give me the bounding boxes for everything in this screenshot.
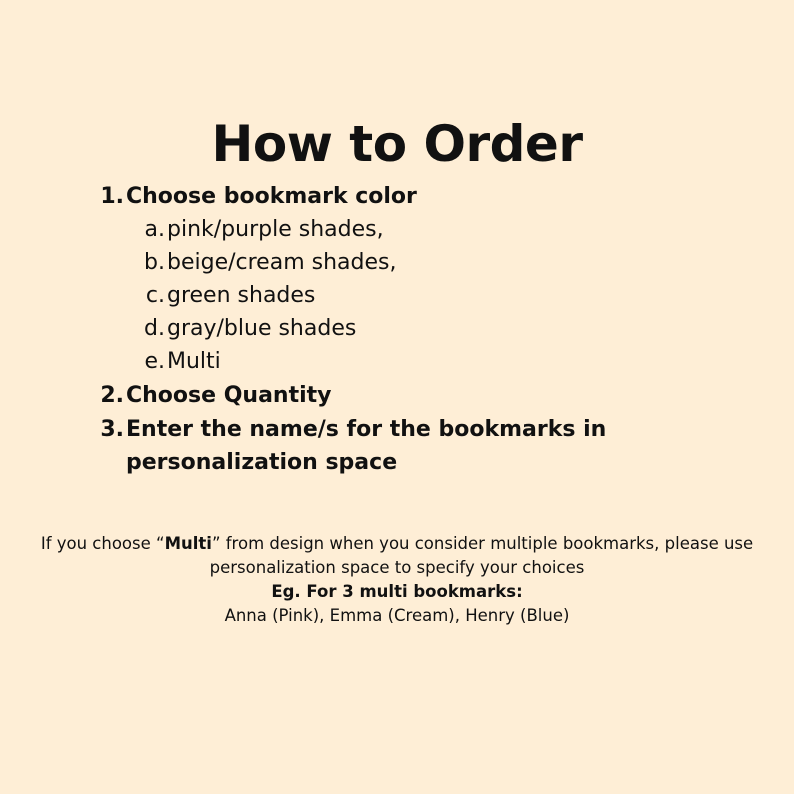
list-letter: c.: [145, 283, 165, 308]
list-text: Multi: [167, 349, 221, 374]
list-text: gray/blue shades: [167, 316, 357, 341]
note-text: If you choose “: [40, 534, 165, 553]
list-text: Choose bookmark color: [126, 184, 417, 209]
list-number: 2.: [100, 383, 124, 408]
list-text: Enter the name/s for the bookmarks in: [126, 417, 607, 442]
list-letter: e.: [144, 349, 165, 374]
note-line-1: [0, 532, 794, 556]
list-text: pink/purple shades,: [167, 217, 384, 242]
list-number: 3.: [100, 417, 124, 442]
list-letter: d.: [144, 316, 165, 341]
page-title: How to Order: [211, 115, 583, 173]
note-example-names: Anna (Pink), Emma (Cream), Henry (Blue): [224, 606, 570, 625]
list-letter: a.: [144, 217, 165, 242]
note-emphasis: Multi: [164, 534, 212, 553]
list-text: Choose Quantity: [126, 383, 332, 408]
list-text: beige/cream shades,: [167, 250, 397, 275]
list-text: personalization space: [126, 450, 398, 475]
note-example-heading: Eg. For 3 multi bookmarks:: [271, 582, 523, 601]
multi-instructions-note: [0, 532, 794, 628]
list-letter: b.: [144, 250, 165, 275]
list-number: 1.: [100, 184, 124, 209]
note-line-2: personalization space to specify your choices: [209, 558, 585, 577]
note-text: ” from design when you consider multiple bookmarks, please use: [211, 534, 754, 553]
list-text: green shades: [167, 283, 316, 308]
